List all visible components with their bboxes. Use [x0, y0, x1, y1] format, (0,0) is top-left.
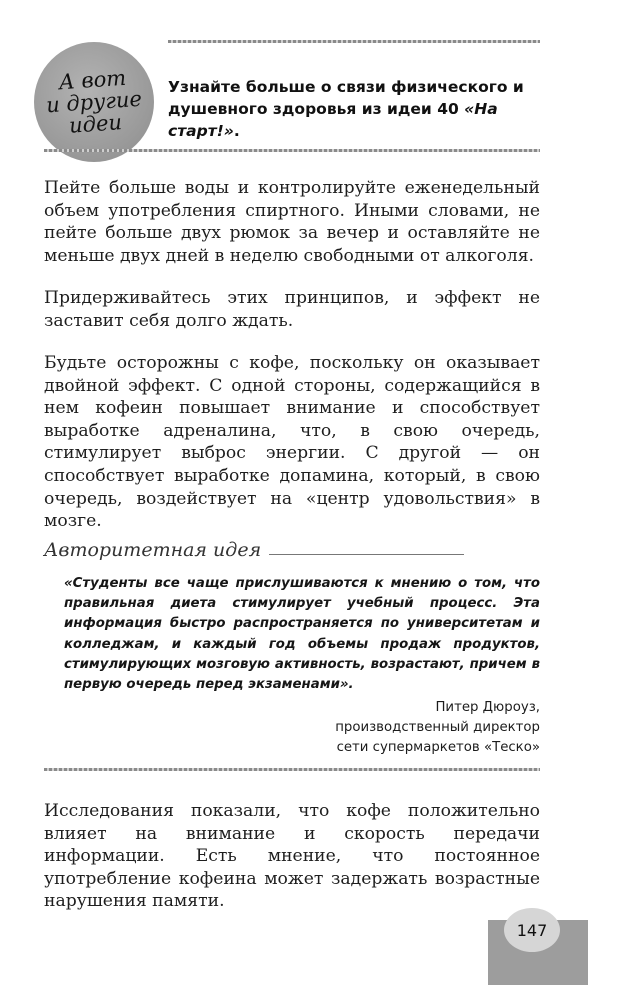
paragraph-coffee: Будьте осторожны с кофе, поскольку он оказывает двойной эффект. С одной стороны, содержащийся в нем кофеин повышает внимание и способствует выработке адреналина, что, в свою очередь, стимулирует выброс энергии. С другой — он способствует выработке допамина, который, в свою очередь, воздействует на «центр удовольствия» в мозге. — [44, 353, 540, 532]
quote-attribution — [335, 698, 540, 758]
other-ideas-text — [168, 76, 538, 142]
expert-quote: «Студенты все чаще прислушиваются к мнению о том, что правильная диета стимулирует учебный процесс. Эта информация быстро распространяется по университетам и колледжам, и каждый год объемы продаж продуктов, стимулирующих мозговую активность, возрастают, причем в первую очередь перед экзаменами». — [64, 576, 540, 693]
quote-role: производственный директор — [335, 720, 540, 735]
badge-line-1: А вот — [58, 65, 127, 95]
other-ideas-badge — [34, 42, 154, 162]
top-divider — [168, 40, 540, 43]
paragraph-research: Исследования показали, что кофе положительно влияет на внимание и скорость передачи информации. Есть мнение, что постоянное употребление кофеина может задержать возрастные нарушения памяти. — [44, 801, 540, 912]
expert-bottom-divider — [44, 768, 540, 771]
expert-heading-line — [269, 554, 464, 555]
other-ideas-body: Узнайте больше о связи физического и душевного здоровья из идеи 40 — [168, 78, 524, 118]
idea-reference: «На старт!» — [168, 100, 498, 140]
page-number: 147 — [504, 908, 560, 952]
expert-heading — [44, 539, 464, 561]
sidebar-bottom-divider — [44, 149, 540, 152]
badge-line-3: идеи — [68, 110, 123, 138]
paragraph-water: Пейте больше воды и контролируйте еженедельный объем употребления спиртного. Иными словами, не пейте больше двух рюмок за вечер и оставляйте не меньше двух дней в неделю свободными от алкоголя. — [44, 178, 540, 266]
paragraph-principles: Придерживайтесь этих принципов, и эффект не заставит себя долго ждать. — [44, 288, 540, 331]
other-ideas-end: . — [233, 122, 240, 140]
expert-heading-label: Авторитетная идея — [44, 539, 262, 561]
badge-text — [42, 66, 146, 139]
quote-author: Питер Дюроуз, — [435, 700, 540, 715]
badge-line-2: и другие — [45, 86, 143, 118]
quote-company: сети супермаркетов «Теско» — [336, 740, 540, 755]
